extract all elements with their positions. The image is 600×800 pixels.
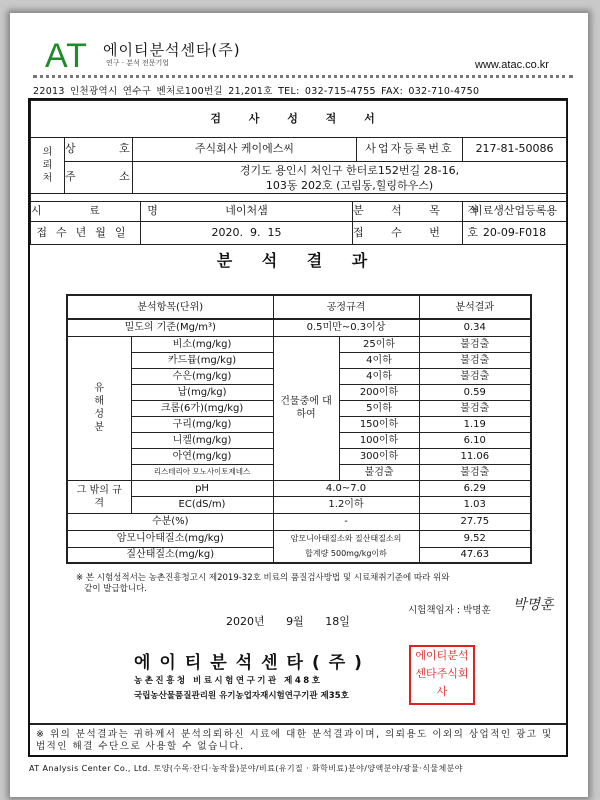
harmful-basis: 건물중에 대하여	[273, 336, 339, 480]
spec-cell: -	[273, 513, 419, 530]
item-cell: 크롬(6가)(mg/kg)	[131, 400, 273, 416]
result-cell: 1.03	[419, 496, 531, 513]
website-link[interactable]: www.atac.co.kr	[475, 59, 549, 71]
item-cell: 질산태질소(mg/kg)	[67, 547, 273, 563]
result-cell: 9.52	[419, 530, 531, 547]
item-cell: 비소(mg/kg)	[131, 336, 273, 352]
spec-cell: 5이하	[339, 400, 419, 416]
client-label: 의뢰처	[31, 138, 65, 194]
company-seal: 에이티분석센타주식회사	[409, 645, 475, 705]
company-address: 22013 인천광역시 연수구 벤처로100번길 21,201호 TEL: 032-715-4755 FAX: 032-710-4750	[33, 86, 480, 97]
footer-text: AT Analysis Center Co., Ltd. 토양(수목·잔디·농작물)분야/비료(유기질 · 화학비료)분야/양액분야/광물·식물체분야	[29, 764, 463, 773]
client-address-line1: 경기도 용인시 처인구 한터로152번길 28-16,	[239, 163, 460, 177]
header-spec: 공정규격	[273, 295, 419, 319]
item-cell: EC(dS/m)	[131, 496, 273, 513]
item-cell: 수분(%)	[67, 513, 273, 530]
table-row	[67, 496, 531, 513]
item-cell: pH	[131, 480, 273, 496]
result-cell: 1.19	[419, 416, 531, 432]
issuance-note-line2: 같이 발급합니다.	[76, 584, 147, 594]
table-row	[67, 480, 531, 496]
harmful-label: 유해성분	[67, 336, 131, 480]
receipt-number: 20-09-F018	[463, 222, 567, 245]
company-tagline: 연구 · 분석 전문기업	[106, 59, 169, 67]
table-row	[67, 319, 531, 336]
signature: 박명훈	[513, 597, 554, 613]
sample-name-label: 시 료 명	[31, 202, 141, 222]
spec-cell: 0.5미만~0.3이상	[273, 319, 419, 336]
item-cell: 카드뮴(mg/kg)	[131, 352, 273, 368]
header-item: 분석항목(단위)	[67, 295, 273, 319]
spec-cell: 4.0~7.0	[273, 480, 419, 496]
result-cell: 27.75	[419, 513, 531, 530]
bizno: 217-81-50086	[463, 138, 567, 162]
client-address-line2: 103동 202호 (고림동,힐링하우스)	[265, 178, 434, 192]
issuance-note-line1: ※ 본 시험성적서는 농촌진흥청고시 제2019-32호 비료의 품질검사방법 및 시료채취기준에 따라 위와	[76, 573, 450, 583]
spec-cell: 150이하	[339, 416, 419, 432]
item-cell: 납(mg/kg)	[131, 384, 273, 400]
result-cell: 불검출	[419, 336, 531, 352]
spec-cell: 1.2이하	[273, 496, 419, 513]
result-cell: 6.10	[419, 432, 531, 448]
result-cell: 0.59	[419, 384, 531, 400]
spec-cell: 25이하	[339, 336, 419, 352]
result-cell: 불검출	[419, 368, 531, 384]
item-cell: 아연(mg/kg)	[131, 448, 273, 464]
spacer-row	[31, 194, 567, 202]
report-title: 검 사 성 적 서	[31, 101, 567, 138]
sample-name: 네이처샘	[141, 202, 353, 222]
spec-cell: 100이하	[339, 432, 419, 448]
table-row	[67, 530, 531, 547]
report-page	[10, 13, 588, 797]
registration-naqs: 국립농산물품질관리원 유기농업자재시험연구기관 제35호	[134, 691, 349, 701]
client-address	[133, 162, 567, 194]
other-label: 그 밖의 규격	[67, 480, 131, 513]
item-cell: 암모니아태질소(mg/kg)	[67, 530, 273, 547]
purpose: 비료생산업등록용	[463, 202, 567, 222]
item-cell: 밀도의 기준(Mg/m³)	[67, 319, 273, 336]
header-result: 분석결과	[419, 295, 531, 319]
result-cell: 6.29	[419, 480, 531, 496]
spec-cell: 4이하	[339, 352, 419, 368]
purpose-label: 분 석 목 적	[353, 202, 463, 222]
result-cell: 11.06	[419, 448, 531, 464]
item-cell: 수은(mg/kg)	[131, 368, 273, 384]
receipt-date: 2020. 9. 15	[141, 222, 353, 245]
item-cell: 구리(mg/kg)	[131, 416, 273, 432]
item-cell: 니켈(mg/kg)	[131, 432, 273, 448]
receipt-date-label: 접수년월일	[31, 222, 141, 245]
registration-rda: 농촌진흥청 비료시험연구기관 제48호	[134, 676, 323, 686]
receipt-number-label: 접 수 번 호	[353, 222, 463, 245]
results-table	[66, 294, 532, 564]
issuance-note	[76, 573, 449, 595]
client-name: 주식회사 케이에스씨	[133, 138, 357, 162]
result-cell: 불검출	[419, 464, 531, 480]
bizno-label: 사업자등록번호	[357, 138, 463, 162]
table-row	[67, 336, 531, 352]
result-cell: 불검출	[419, 400, 531, 416]
address-label: 주 소	[65, 162, 133, 194]
divider	[33, 75, 573, 78]
name-label: 상 호	[65, 138, 133, 162]
company-name: 에이티분석센타(주)	[103, 41, 241, 59]
nitrogen-spec-line2: 합계량 500mg/kg이하	[305, 549, 387, 559]
report-box	[28, 98, 568, 757]
result-cell: 불검출	[419, 352, 531, 368]
disclaimer: ※ 위의 분석결과는 귀하께서 분석의뢰하신 시료에 대한 분석결과이며, 의뢰용도 이외의 상업적인 광고 및 법적인 해결 수단으로 사용할 수 없습니다.	[30, 723, 566, 755]
result-cell: 47.63	[419, 547, 531, 563]
result-cell: 0.34	[419, 319, 531, 336]
issuer-name: 에이티분석센타(주)	[134, 653, 371, 673]
nitrogen-spec-line1: 암모니아태질소와 질산태질소의	[290, 534, 402, 544]
item-cell: 리스테리아 모노사이토제네스	[131, 464, 273, 480]
table-row	[67, 513, 531, 530]
spec-cell: 4이하	[339, 368, 419, 384]
spec-cell: 300이하	[339, 448, 419, 464]
test-manager: 시험책임자 : 박명훈	[408, 605, 491, 616]
spec-cell: 불검출	[339, 464, 419, 480]
company-logo: AT	[45, 37, 88, 75]
results-title: 분 석 결 과	[216, 251, 380, 270]
info-table	[30, 100, 567, 245]
nitrogen-spec	[273, 530, 419, 563]
spec-cell: 200이하	[339, 384, 419, 400]
issue-date: 2020년 9월 18일	[226, 615, 350, 628]
